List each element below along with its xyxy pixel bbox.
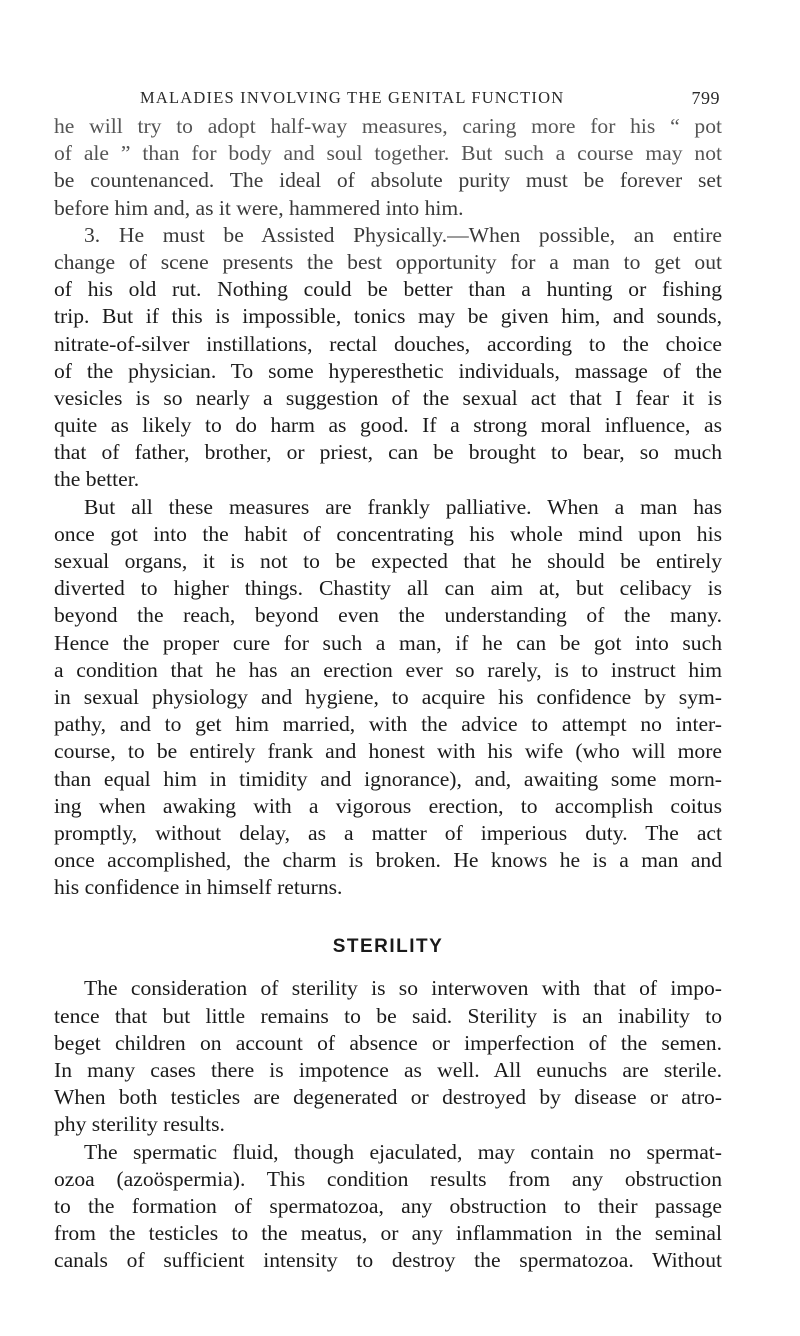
text-line: once got into the habit of concentrating his whole mind upon his [54, 521, 722, 546]
text-line: once accomplished, the charm is broken. He knows he is a man and [54, 848, 722, 873]
paragraph-palliative [54, 494, 722, 902]
text-line: trip. But if this is impossible, tonics may be given him, and sounds, [54, 304, 722, 329]
text-line: canals of sufficient intensity to destroy the spermatozoa. Without [54, 1248, 722, 1273]
text-line: The consideration of sterility is so interwoven with that of impo- [84, 976, 722, 1001]
text-line: quite as likely to do harm as good. If a strong moral influence, as [54, 413, 722, 438]
text-line: in sexual physiology and hygiene, to acquire his confidence by sym- [54, 684, 722, 709]
text-line: 3. He must be Assisted Physically.—When possible, an entire [84, 222, 722, 247]
text-line: be countenanced. The ideal of absolute purity must be forever set [54, 168, 722, 193]
running-head [140, 88, 720, 112]
page-number: 799 [691, 88, 720, 108]
text-line: sexual organs, it is not to be expected that he should be entirely [54, 549, 722, 573]
text-line: of ale ” than for body and soul together. But such a course may not [54, 141, 722, 166]
text-line: from the testicles to the meatus, or any inflammation in the seminal [54, 1221, 722, 1246]
text-line: beget children on account of absence or imperfection of the semen. [54, 1030, 722, 1055]
text-line: than equal him in timidity and ignorance), and, awaiting some morn- [54, 766, 722, 791]
text-line: course, to be entirely frank and honest with his wife (who will more [54, 739, 722, 764]
text-line: tence that but little remains to be said. Sterility is an inability to [54, 1003, 722, 1028]
text-line: ing when awaking with a vigorous erection, to accomplish coitus [54, 793, 722, 818]
text-line: to the formation of spermatozoa, any obstruction to their passage [54, 1193, 722, 1218]
text-line: But all these measures are frankly palliative. When a man has [84, 494, 722, 519]
text-line: nitrate-of-silver instillations, rectal douches, according to the choice [54, 331, 722, 356]
text-line: phy sterility results. [54, 1112, 225, 1137]
text-line: before him and, as it were, hammered into him. [54, 195, 464, 220]
text-line: promptly, without delay, as a matter of imperious duty. The act [54, 820, 722, 845]
paragraph-continuation [54, 113, 722, 222]
running-head-title: MALADIES INVOLVING THE GENITAL FUNCTION [140, 88, 565, 107]
text-line: When both testicles are degenerated or destroyed by disease or atro- [54, 1085, 722, 1110]
text-line: of his old rut. Nothing could be better than a hunting or fishing [54, 277, 722, 302]
text-line: diverted to higher things. Chastity all can aim at, but celibacy is [54, 576, 722, 601]
text-line: a condition that he has an erection ever so rarely, is to instruct him [54, 657, 722, 682]
section-gap [54, 901, 722, 923]
text-line: The spermatic fluid, though ejaculated, may contain no spermat- [84, 1139, 722, 1164]
paragraph-assisted-physically [54, 222, 722, 494]
text-line: vesicles is so nearly a suggestion of the sexual act that I fear it is [54, 385, 722, 410]
body-text [54, 113, 722, 1275]
paragraph-azoospermia [54, 1139, 722, 1275]
text-line: he will try to adopt half-way measures, caring more for his “ pot [54, 114, 722, 138]
text-line: beyond the reach, beyond even the understanding of the many. [54, 603, 722, 628]
text-line: change of scene presents the best opportunity for a man to get out [54, 249, 722, 274]
text-line: In many cases there is impotence as well. All eunuchs are sterile. [54, 1058, 722, 1082]
text-line: Hence the proper cure for such a man, if he can be got into such [54, 630, 722, 655]
text-line: his confidence in himself returns. [54, 875, 343, 900]
text-line: pathy, and to get him married, with the advice to attempt no inter- [54, 712, 722, 737]
text-line: that of father, brother, or priest, can be brought to bear, so much [54, 440, 722, 465]
text-line: of the physician. To some hyperesthetic individuals, massage of the [54, 358, 722, 383]
paragraph-sterility-definition [54, 975, 722, 1138]
text-line: ozoa (azoöspermia). This condition results from any obstruction [54, 1166, 722, 1191]
text-line: the better. [54, 467, 140, 492]
section-heading: STERILITY [332, 936, 444, 958]
